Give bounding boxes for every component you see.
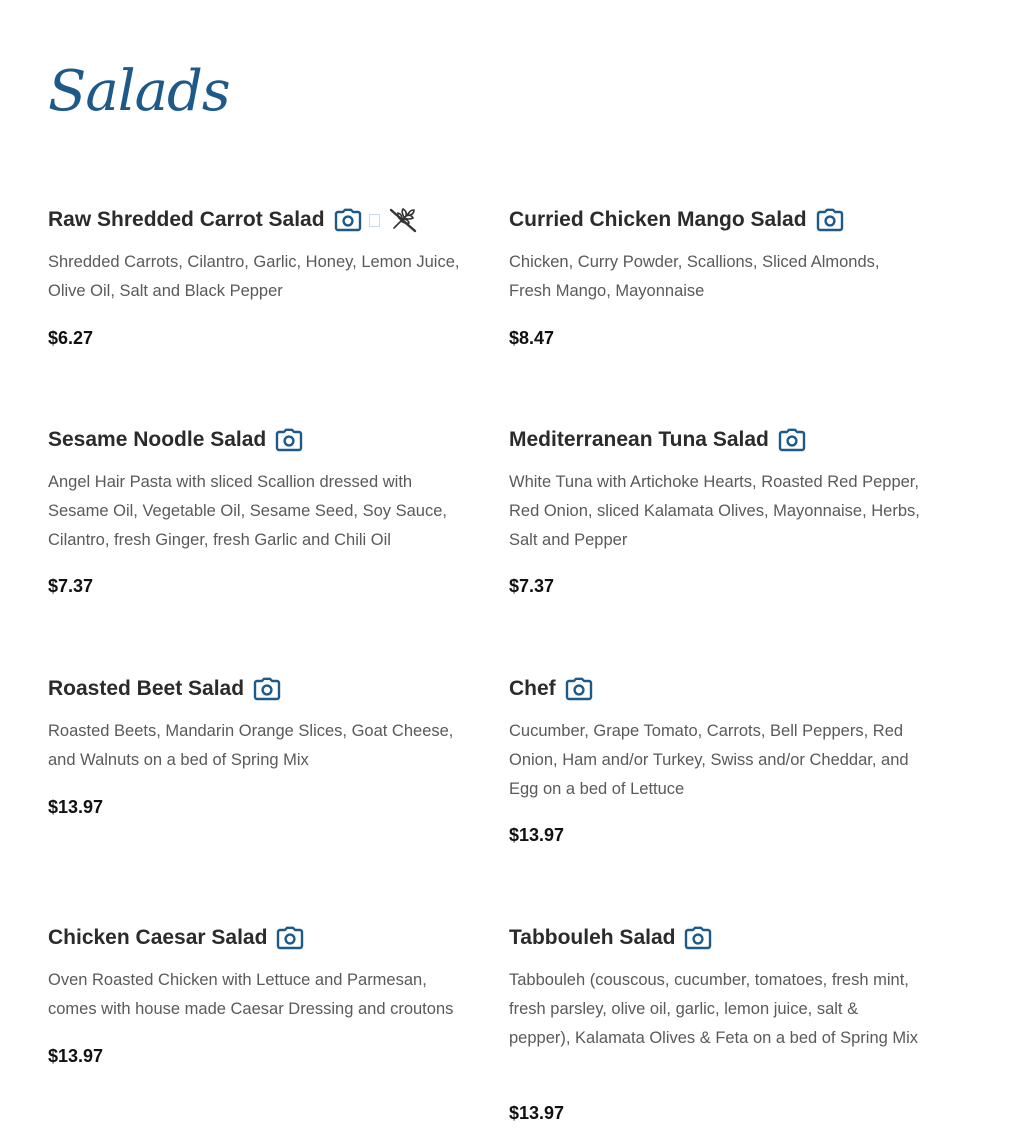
menu-item-description: Shredded Carrots, Cilantro, Garlic, Honey, Lemon Juice, Olive Oil, Salt and Black Pepper: [48, 253, 460, 300]
camera-icon[interactable]: [685, 925, 711, 951]
menu-item-price: $13.97: [509, 1103, 565, 1123]
menu-item: [509, 918, 929, 1138]
menu-item-description: White Tuna with Artichoke Hearts, Roasted Red Pepper, Red Onion, sliced Kalamata Olives, Mayonnaise, Herbs, Salt and Pepper: [509, 473, 920, 549]
menu-item-title: [48, 918, 509, 958]
camera-icon[interactable]: [277, 925, 303, 951]
menu-items-grid: [48, 200, 948, 1138]
menu-item: [48, 200, 509, 420]
menu-item-description: Chicken, Curry Powder, Scallions, Sliced Almonds, Fresh Mango, Mayonnaise: [509, 253, 880, 300]
menu-item-title: [509, 918, 929, 958]
menu-item-name: Raw Shredded Carrot Salad: [48, 208, 325, 231]
menu-item: [509, 669, 929, 918]
menu-item-title: [509, 420, 929, 460]
menu-item-name: Chicken Caesar Salad: [48, 926, 268, 949]
menu-item-price: $7.37: [509, 576, 555, 596]
menu-item-description: Cucumber, Grape Tomato, Carrots, Bell Peppers, Red Onion, Ham and/or Turkey, Swiss and/or Cheddar, and Egg on a bed of Lettuce: [509, 722, 909, 798]
menu-item-price: $7.37: [48, 576, 94, 596]
camera-icon[interactable]: [335, 207, 361, 233]
menu-item-price: $8.47: [509, 328, 555, 348]
menu-item-description: Tabbouleh (couscous, cucumber, tomatoes, fresh mint, fresh parsley, olive oil, garlic, lemon juice, salt & pepper), Kalamata Olives & Feta on a bed of Spring Mix: [509, 971, 919, 1047]
menu-item: [509, 420, 929, 669]
menu-item-description: Roasted Beets, Mandarin Orange Slices, Goat Cheese, and Walnuts on a bed of Spring Mix: [48, 722, 454, 769]
menu-item: [48, 918, 509, 1138]
menu-item-price: $6.27: [48, 328, 94, 348]
camera-icon[interactable]: [817, 207, 843, 233]
menu-item-name: Roasted Beet Salad: [48, 677, 245, 700]
menu-item-name: Curried Chicken Mango Salad: [509, 208, 807, 231]
menu-item-title: [509, 669, 929, 709]
camera-icon[interactable]: [254, 676, 280, 702]
menu-item-name: Sesame Noodle Salad: [48, 428, 267, 451]
camera-icon[interactable]: [276, 427, 302, 453]
menu-item-name: Tabbouleh Salad: [509, 926, 676, 949]
section-title: Salads: [48, 59, 230, 124]
camera-icon[interactable]: [779, 427, 805, 453]
menu-item-title: [48, 420, 509, 460]
menu-item: [48, 669, 509, 918]
menu-item-title: [48, 200, 509, 240]
menu-item-description: Angel Hair Pasta with sliced Scallion dressed with Sesame Oil, Vegetable Oil, Sesame Seed, Soy Sauce, Cilantro, fresh Ginger, fresh Garlic and Chili Oil: [48, 473, 447, 549]
menu-item-title: [509, 200, 929, 240]
menu-item-price: $13.97: [509, 825, 565, 845]
gluten-free-icon: [388, 207, 418, 233]
menu-item-price: $13.97: [48, 797, 104, 817]
menu-item: [509, 200, 929, 420]
camera-icon[interactable]: [566, 676, 592, 702]
menu-item: [48, 420, 509, 669]
menu-item-description: Oven Roasted Chicken with Lettuce and Parmesan, comes with house made Caesar Dressing and croutons: [48, 971, 454, 1018]
menu-item-name: Chef: [509, 677, 556, 700]
placeholder-square-icon: [371, 207, 378, 233]
menu-item-name: Mediterranean Tuna Salad: [509, 428, 769, 451]
menu-item-price: $13.97: [48, 1046, 104, 1066]
menu-item-title: [48, 669, 509, 709]
